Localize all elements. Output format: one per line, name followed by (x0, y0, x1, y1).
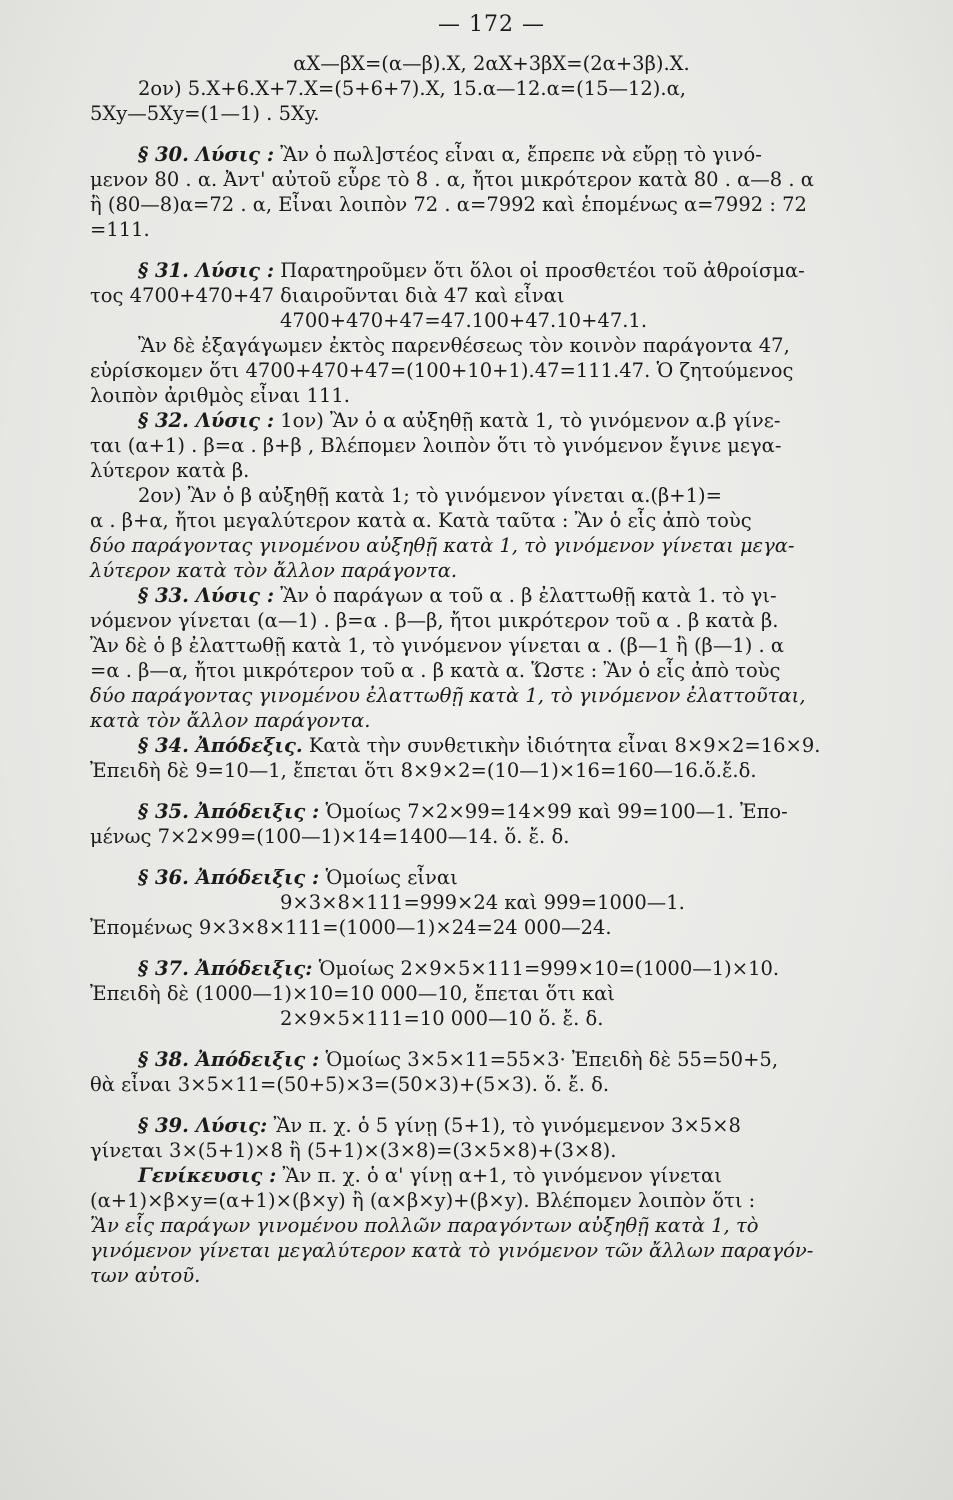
line-text: 4700+470+47=47.100+47.10+47.1. (280, 309, 648, 332)
section-heading: § 39. Λύσις: (138, 1114, 268, 1137)
line-text: μένως 7×2×99=(100—1)×14=1400—14. ὅ. ἔ. δ. (90, 825, 570, 848)
section-heading: § 36. Ἀπόδειξις : (138, 866, 320, 889)
section-heading: § 30. Λύσις : (138, 143, 275, 166)
text-line (90, 101, 893, 126)
line-text: νόμενον γίνεται (α—1) . β=α . β—β, ἤτοι μικρότερον τοῦ α . β κατὰ β. (90, 609, 779, 632)
line-text: δύο παράγοντας γινομένου αὐξηθῇ κατὰ 1, τὸ γινόμενον γίνεται μεγα- (90, 534, 795, 557)
line-text: Ὁμοίως 2×9×5×111=999×10=(1000—1)×10. (312, 957, 780, 980)
text-line (90, 683, 893, 708)
section-heading: § 35. Ἀπόδειξις : (138, 800, 320, 823)
text-line (90, 1113, 893, 1138)
text-line (90, 1072, 893, 1097)
text-line (90, 799, 893, 824)
page-number: — 172 — (438, 12, 545, 37)
line-text: εὑρίσκομεν ὅτι 4700+470+47=(100+10+1).47=111.47. Ὁ ζητούμενος (90, 359, 794, 382)
line-text: =α . β—α, ἤτοι μικρότερον τοῦ α . β κατὰ α. Ὥστε : Ἂν ὁ εἷς ἀπὸ τοὺς (90, 659, 781, 682)
section-heading: § 34. Ἀπόδεξις. (138, 734, 303, 757)
line-text: Ἂν ὁ πωλ]στέος εἶναι α, ἔπρεπε νὰ εὔρῃ τὸ γινό- (274, 143, 762, 166)
line-text: 1ον) Ἂν ὁ α αὐξηθῇ κατὰ 1, τὸ γινόμενον α.β γίνε- (274, 409, 781, 432)
line-text: τος 4700+470+47 διαιροῦνται διὰ 47 καὶ εἶναι (90, 284, 565, 307)
line-text: Παρατηροῦμεν ὅτι ὅλοι οἱ προσθετέοι τοῦ ἀθροίσμα- (274, 259, 805, 282)
line-text: Ὁμοίως 7×2×99=14×99 καὶ 99=100—1. Ἐπο- (319, 800, 788, 823)
text-line (90, 76, 893, 101)
text-line (90, 583, 893, 608)
text-line (90, 708, 893, 733)
line-text: αΧ—βΧ=(α—β).Χ, 2αΧ+3βΧ=(2α+3β).Χ. (293, 52, 690, 75)
text-line (90, 283, 893, 308)
section-heading: § 32. Λύσις : (138, 409, 275, 432)
text-line (90, 508, 893, 533)
line-text: Ὁμοίως 3×5×11=55×3· Ἐπειδὴ δὲ 55=50+5, (319, 1048, 779, 1071)
text-line (90, 308, 893, 333)
text-line (90, 458, 893, 483)
text-line (90, 51, 893, 76)
text-line (90, 192, 893, 217)
text-line (90, 1263, 893, 1288)
text-line (90, 558, 893, 583)
text-line (90, 533, 893, 558)
line-text: Κατὰ τὴν συνθετικὴν ἰδιότητα εἶναι 8×9×2=16×9. (302, 734, 821, 757)
text-line (90, 383, 893, 408)
line-text: 2ον) Ἂν ὁ β αὐξηθῇ κατὰ 1; τὸ γινόμενον γίνεται α.(β+1)= (138, 484, 723, 507)
line-text: θὰ εἶναι 3×5×11=(50+5)×3=(50×3)+(5×3). ὅ. ἔ. δ. (90, 1073, 610, 1096)
line-text: ται (α+1) . β=α . β+β , Βλέπομεν λοιπὸν ὅτι τὸ γινόμενον ἔγινε μεγα- (90, 434, 782, 457)
line-text: λύτερον κατὰ τὸν ἄλλον παράγοντα. (90, 559, 458, 582)
text-line (90, 956, 893, 981)
text-line (90, 633, 893, 658)
text-line (90, 1047, 893, 1072)
text-line (90, 1163, 893, 1188)
line-text: Ἂν π. χ. ὁ 5 γίνῃ (5+1), τὸ γινόμεμενον 3×5×8 (267, 1114, 741, 1137)
line-text: μενον 80 . α. Ἀντ' αὐτοῦ εὗρε τὸ 8 . α, ἤτοι μικρότερον κατὰ 80 . α—8 . α (90, 168, 814, 191)
line-text: =111. (90, 218, 150, 241)
text-line (90, 758, 893, 783)
line-text: α . β+α, ἤτοι μεγαλύτερον κατὰ α. Κατὰ ταῦτα : Ἂν ὁ εἷς ἀπὸ τοὺς (90, 509, 752, 532)
line-text: Ἐπομένως 9×3×8×111=(1000—1)×24=24 000—24. (90, 916, 612, 939)
text-line (90, 358, 893, 383)
line-text: κατὰ τὸν ἄλλον παράγοντα. (90, 709, 371, 732)
line-text: λοιπὸν ἀριθμὸς εἶναι 111. (90, 384, 350, 407)
line-text: Ἂν π. χ. ὁ α' γίνῃ α+1, τὸ γινόμενον γίνεται (276, 1164, 722, 1187)
line-text: 9×3×8×111=999×24 καὶ 999=1000—1. (280, 891, 685, 914)
line-text: 5Χy—5Χy=(1—1) . 5Χy. (90, 102, 320, 125)
line-text: Ἂν δὲ ὁ β ἐλαττωθῇ κατὰ 1, τὸ γινόμενον γίνεται α . (β—1 ἢ (β—1) . α (90, 634, 785, 657)
text-line (90, 408, 893, 433)
text-line (90, 258, 893, 283)
page-text (90, 51, 893, 1288)
line-text: (α+1)×β×y=(α+1)×(β×y) ἢ (α×β×y)+(β×y). Βλέπομεν λοιπὸν ὅτι : (90, 1189, 756, 1212)
section-heading: § 33. Λύσις : (138, 584, 275, 607)
text-line (90, 483, 893, 508)
text-line (90, 890, 893, 915)
text-line (90, 658, 893, 683)
section-heading: § 38. Ἀπόδειξις : (138, 1048, 320, 1071)
line-text: Ἂν εἷς παράγων γινομένου πολλῶν παραγόντων αὐξηθῇ κατὰ 1, τὸ (90, 1214, 759, 1237)
text-line (90, 433, 893, 458)
text-line (90, 1006, 893, 1031)
line-text: γίνεται 3×(5+1)×8 ἢ (5+1)×(3×8)=(3×5×8)+(3×8). (90, 1139, 617, 1162)
text-line (90, 1138, 893, 1163)
text-line (90, 608, 893, 633)
text-line (90, 1213, 893, 1238)
line-text: Ἂν ὁ παράγων α τοῦ α . β ἐλαττωθῇ κατὰ 1. τὸ γι- (274, 584, 777, 607)
text-line (90, 333, 893, 358)
line-text: 2ον) 5.Χ+6.Χ+7.Χ=(5+6+7).Χ, 15.α—12.α=(15—12).α, (138, 77, 686, 100)
line-text: Ὁμοίως εἶναι (319, 866, 458, 889)
text-line (90, 865, 893, 890)
line-text: ἢ (80—8)α=72 . α, Εἶναι λοιπὸν 72 . α=7992 καὶ ἑπομένως α=7992 : 72 (90, 193, 807, 216)
text-line (90, 915, 893, 940)
line-text: δύο παράγοντας γινομένου ἐλαττωθῇ κατὰ 1, τὸ γινόμενον ἐλαττοῦται, (90, 684, 806, 707)
line-text: 2×9×5×111=10 000—10 ὅ. ἔ. δ. (280, 1007, 604, 1030)
text-line (90, 167, 893, 192)
line-text: Ἐπειδὴ δὲ 9=10—1, ἔπεται ὅτι 8×9×2=(10—1)×16=160—16.ὅ.ἔ.δ. (90, 759, 757, 782)
line-text: λύτερον κατὰ β. (90, 459, 250, 482)
line-text: γινόμενον γίνεται μεγαλύτερον κατὰ τὸ γινόμενον τῶν ἄλλων παραγόν- (90, 1239, 814, 1262)
text-line (90, 1188, 893, 1213)
line-text: Ἐπειδὴ δὲ (1000—1)×10=10 000—10, ἔπεται ὅτι καὶ (90, 982, 615, 1005)
section-heading: § 37. Ἀπόδειξις: (138, 957, 313, 980)
text-line (90, 217, 893, 242)
text-line (90, 1238, 893, 1263)
line-text: Ἂν δὲ ἐξαγάγωμεν ἐκτὸς παρενθέσεως τὸν κοινὸν παράγοντα 47, (138, 334, 790, 357)
section-heading: § 31. Λύσις : (138, 259, 275, 282)
text-line (90, 824, 893, 849)
text-line (90, 733, 893, 758)
line-text: των αὐτοῦ. (90, 1264, 201, 1287)
section-heading: Γενίκευσις : (138, 1164, 277, 1187)
text-line (90, 142, 893, 167)
text-line (90, 981, 893, 1006)
